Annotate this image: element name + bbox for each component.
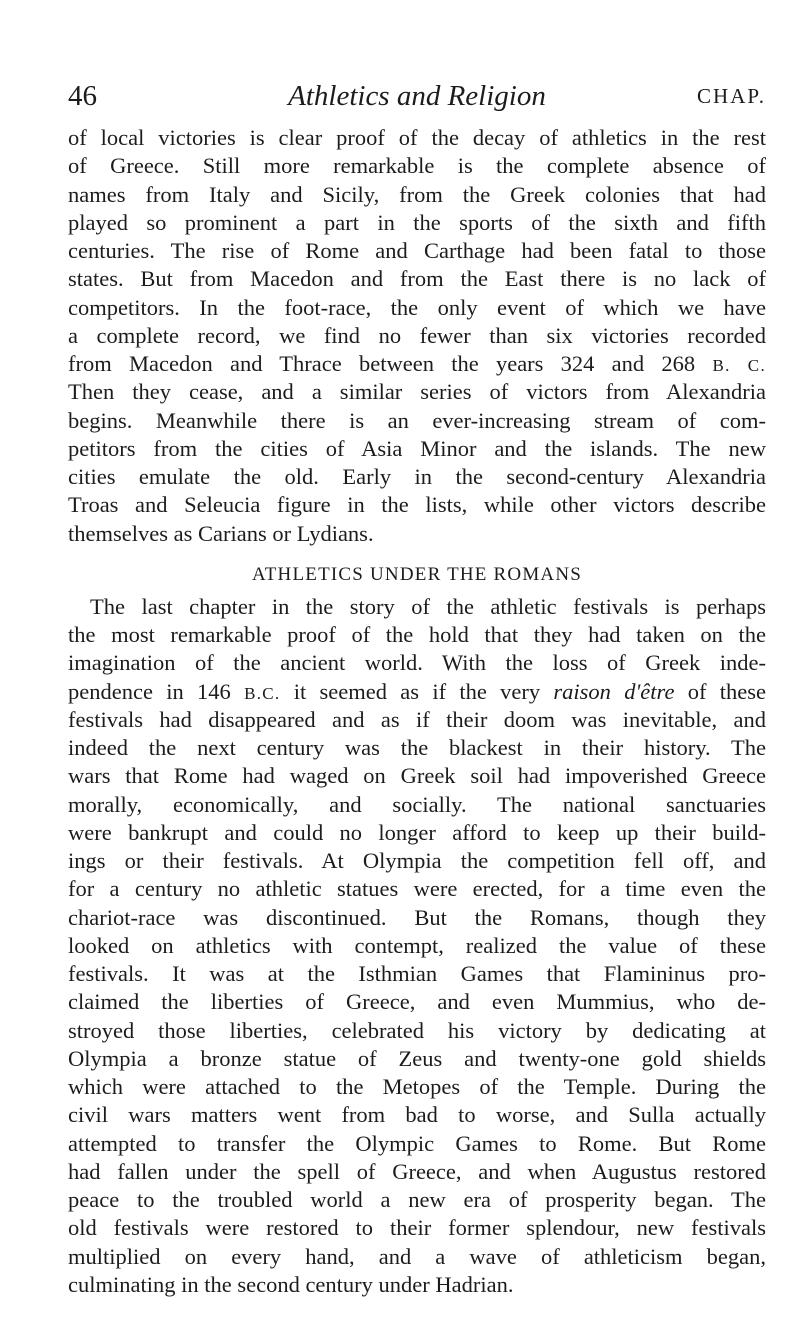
era-abbreviation: B. C. xyxy=(712,356,766,375)
text-line xyxy=(68,678,766,706)
era-abbreviation: B.C. xyxy=(244,683,281,703)
text-line: chariot-race was discontinued. But the Romans, though they xyxy=(68,904,766,930)
text-line: Olympia a bronze statue of Zeus and twenty-one gold shields xyxy=(68,1045,766,1071)
text-line: names from Italy and Sicily, from the Greek colonies that had xyxy=(68,181,766,207)
running-title: Athletics and Religion xyxy=(288,80,546,112)
text-line: looked on athletics with contempt, realized the value of these xyxy=(68,932,766,958)
text-line: The last chapter in the story of the athletic festivals is perhaps xyxy=(90,593,766,619)
text-line: civil wars matters went from bad to worse, and Sulla actually xyxy=(68,1102,766,1128)
page-number: 46 xyxy=(68,80,97,112)
text-line: old festivals were restored to their former splendour, new festivals xyxy=(68,1215,766,1241)
text-line: ings or their festivals. At Olympia the competition fell off, and xyxy=(68,848,766,873)
text-line: states. But from Macedon and from the East there is no lack of xyxy=(68,266,766,292)
text-line: were bankrupt and could no longer afford to keep up their build- xyxy=(68,819,766,845)
text-line: of local victories is clear proof of the decay of athletics in the rest xyxy=(68,125,766,150)
text-line: competitors. In the foot-race, the only event of which we have xyxy=(68,294,766,320)
text-line: indeed the next century was the blackest in their history. The xyxy=(68,735,766,760)
text-line: a complete record, we find no fewer than six victories recorded xyxy=(68,322,766,348)
text-line: for a century no athletic statues were erected, for a time even the xyxy=(68,876,766,902)
text-line: festivals had disappeared and as if their doom was inevitable, and xyxy=(68,706,766,732)
body-text xyxy=(68,124,766,1299)
text-line: Then they cease, and a similar series of victors from Alexandria xyxy=(68,379,766,405)
running-head xyxy=(68,76,766,120)
text-line: stroyed those liberties, celebrated his victory by dedicating at xyxy=(68,1017,766,1043)
text-line: wars that Rome had waged on Greek soil had impoverished Greece xyxy=(68,763,766,789)
text-line: claimed the liberties of Greece, and even Mummius, who de- xyxy=(68,989,766,1015)
text-line: themselves as Carians or Lydians. xyxy=(68,520,374,546)
text-segment: of these xyxy=(674,678,766,704)
text-line: festivals. It was at the Isthmian Games that Flamininus pro- xyxy=(68,961,766,986)
text-line: peace to the troubled world a new era of prosperity began. The xyxy=(68,1187,766,1212)
text-segment: pendence in 146 xyxy=(68,678,245,704)
text-segment: from Macedon and Thrace between the years 324 and 268 xyxy=(68,351,713,376)
italic-phrase: raison d'être xyxy=(553,678,675,704)
text-line: the most remarkable proof of the hold that they had taken on the xyxy=(68,622,766,647)
text-segment: it seemed as if the very xyxy=(280,678,554,704)
text-line: of Greece. Still more remarkable is the complete absence of xyxy=(68,153,766,179)
text-line: begins. Meanwhile there is an ever-increasing stream of com- xyxy=(68,407,766,433)
text-line: morally, economically, and socially. The national sanctuaries xyxy=(68,791,766,817)
section-heading: ATHLETICS UNDER THE ROMANS xyxy=(251,563,583,585)
text-line: attempted to transfer the Olympic Games to Rome. But Rome xyxy=(68,1130,766,1156)
text-line: imagination of the ancient world. With the loss of Greek inde- xyxy=(68,650,766,676)
paragraph-2 xyxy=(68,593,766,1299)
text-line: cities emulate the old. Early in the second-century Alexandria xyxy=(68,464,766,489)
text-line: culminating in the second century under Hadrian. xyxy=(68,1271,514,1297)
text-line: Troas and Seleucia figure in the lists, while other victors describe xyxy=(68,492,766,518)
paragraph-1 xyxy=(68,124,766,548)
text-line xyxy=(68,350,766,378)
text-line: multiplied on every hand, and a wave of athleticism began, xyxy=(68,1243,766,1269)
text-line: centuries. The rise of Rome and Carthage had been fatal to those xyxy=(68,238,766,263)
text-line: petitors from the cities of Asia Minor and the islands. The new xyxy=(68,435,766,461)
text-line: which were attached to the Metopes of the Temple. During the xyxy=(68,1074,766,1099)
text-line: played so prominent a part in the sports of the sixth and fifth xyxy=(68,209,766,235)
text-line: had fallen under the spell of Greece, and when Augustus restored xyxy=(68,1158,766,1184)
chapter-marker: CHAP. xyxy=(697,84,766,108)
